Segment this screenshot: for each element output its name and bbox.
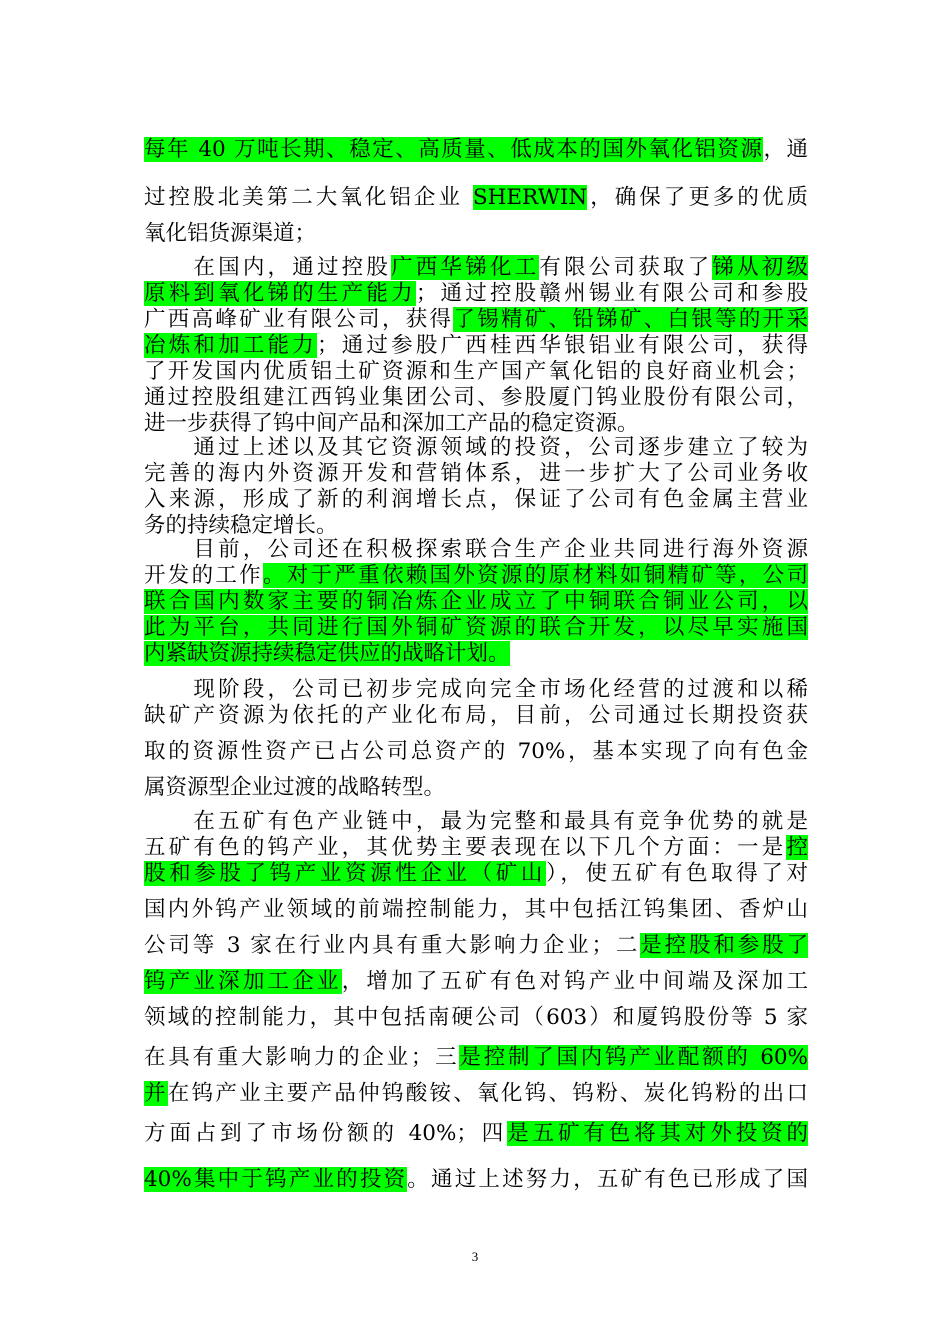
highlighted-text: 此为平台，共同进行国外铜矿资源的联合开发，以尽早实施国: [144, 615, 808, 640]
text-span: ），使五矿有色取得了对: [545, 861, 808, 886]
text-span: 入来源，形成了新的利润增长点，保证了公司有色金属主营业: [144, 487, 808, 512]
text-span: 广西高峰矿业有限公司，获得: [144, 307, 454, 332]
text-line: [144, 358, 808, 386]
text-span: 国内外钨产业领域的前端控制能力，其中包括江钨集团、香炉山: [144, 897, 808, 922]
text-line: [144, 588, 808, 616]
text-line: [144, 896, 808, 924]
text-line: [144, 676, 808, 704]
text-span: 。通过上述努力，五矿有色已形成了国: [407, 1167, 808, 1192]
text-line: [144, 254, 808, 282]
text-span: 有限公司获取了: [539, 255, 713, 280]
text-line: [144, 774, 808, 802]
page-number: 3: [471, 1249, 479, 1264]
text-span: 完善的海内外资源开发和营销体系，进一步扩大了公司业务收: [144, 461, 808, 486]
text-line: [144, 184, 808, 212]
text-line: [144, 1004, 808, 1032]
text-span: 五矿有色的钨产业，其优势主要表现在以下几个方面：一是: [144, 835, 787, 860]
text-line: [144, 968, 808, 996]
text-line: [144, 1044, 808, 1072]
highlighted-text: 是控股和参股了: [640, 933, 808, 958]
highlighted-text: 是控制了国内钨产业配额的 60%: [459, 1045, 808, 1070]
highlighted-text: 广西华锑化工: [391, 255, 540, 280]
text-line: [144, 808, 808, 836]
text-line: [144, 1080, 808, 1108]
highlighted-text: 。对于严重依赖国外资源的原材料如铜精矿等，公司: [262, 563, 808, 588]
highlighted-text: 控: [786, 835, 808, 860]
highlighted-text: 锑从初级: [712, 255, 808, 280]
text-span: 缺矿产资源为依托的产业化布局，目前，公司通过长期投资获: [144, 703, 808, 728]
text-span: 通过上述以及其它资源领域的投资，公司逐步建立了较为: [144, 435, 808, 460]
text-span: ；通过参股广西桂西华银铝业有限公司，获得: [316, 333, 808, 358]
text-line: [144, 860, 808, 888]
text-line: [144, 702, 808, 730]
text-span: 在五矿有色产业链中，最为完整和最具有竞争优势的就是: [144, 809, 808, 834]
text-line: [144, 1166, 808, 1194]
highlighted-text: 联合国内数家主要的铜冶炼企业成立了中铜联合铜业公司，以: [144, 589, 808, 614]
text-line: [144, 932, 808, 960]
highlighted-text: 并: [144, 1081, 168, 1106]
highlighted-text: 原料到氧化锑的生产能力: [144, 281, 416, 306]
text-span: 了开发国内优质铝土矿资源和生产国产氧化铝的良好商业机会；: [144, 359, 808, 384]
text-span: 方面占到了市场份额的 40%；四: [144, 1121, 508, 1146]
highlighted-text: 40%集中于钨产业的投资: [144, 1167, 408, 1192]
text-span: ；通过控股赣州锡业有限公司和参股: [415, 281, 808, 306]
highlighted-text: 冶炼和加工能力: [144, 333, 317, 358]
text-line: [144, 434, 808, 462]
text-span: 领域的控制能力，其中包括南硬公司（603）和厦钨股份等 5 家: [144, 1005, 808, 1030]
text-span: 在具有重大影响力的企业；三: [144, 1045, 460, 1070]
text-span: ，增加了五矿有色对钨产业中间端及深加工: [341, 969, 808, 994]
text-span: 通过控股组建江西钨业集团公司、参股厦门钨业股份有限公司，: [144, 385, 808, 410]
text-span: 公司等 3 家在行业内具有重大影响力企业；二: [144, 933, 641, 958]
highlighted-text: 钨产业深加工企业: [144, 969, 342, 994]
text-span: 进一步获得了钨中间产品和深加工产品的稳定资源。: [144, 411, 639, 436]
text-line: [144, 640, 808, 668]
text-span: ，通: [763, 137, 808, 162]
text-line: [144, 1120, 808, 1148]
text-line: [144, 332, 808, 360]
text-line: [144, 562, 808, 590]
highlighted-text: 是五矿有色将其对外投资的: [507, 1121, 808, 1146]
text-span: 取的资源性资产已占公司总资产的 70%，基本实现了向有色金: [144, 739, 808, 764]
text-line: [144, 280, 808, 308]
highlighted-text: 股和参股了钨产业资源性企业（矿山: [144, 861, 546, 886]
text-line: [144, 738, 808, 766]
text-line: [144, 220, 808, 248]
text-span: 开发的工作: [144, 563, 263, 588]
text-span: 现阶段，公司已初步完成向完全市场化经营的过渡和以稀: [144, 677, 808, 702]
text-line: [144, 486, 808, 514]
highlighted-text: 了锡精矿、铅锑矿、白银等的开采: [453, 307, 808, 332]
text-span: 氧化铝货源渠道；: [144, 221, 317, 246]
text-span: 在钨产业主要产品仲钨酸铵、氧化钨、钨粉、炭化钨粉的出口: [167, 1081, 808, 1106]
text-span: 在国内，通过控股: [144, 255, 392, 280]
text-line: [144, 384, 808, 412]
text-line: [144, 834, 808, 862]
text-span: 属资源型企业过渡的战略转型。: [144, 775, 446, 800]
text-span: ，确保了更多的优质: [587, 185, 808, 210]
text-span: 目前，公司还在积极探索联合生产企业共同进行海外资源: [144, 537, 808, 562]
text-line: [144, 306, 808, 334]
text-span: 过控股北美第二大氧化铝企业: [144, 185, 473, 210]
text-line: [144, 536, 808, 564]
text-line: [144, 136, 808, 164]
highlighted-text: 内紧缺资源持续稳定供应的战略计划。: [144, 641, 510, 666]
highlighted-text: SHERWIN: [472, 185, 588, 210]
highlighted-text: 每年 40 万吨长期、稳定、高质量、低成本的国外氧化铝资源: [144, 137, 764, 162]
text-line: [144, 614, 808, 642]
text-span: 务的持续稳定增长。: [144, 513, 338, 538]
text-line: [144, 460, 808, 488]
